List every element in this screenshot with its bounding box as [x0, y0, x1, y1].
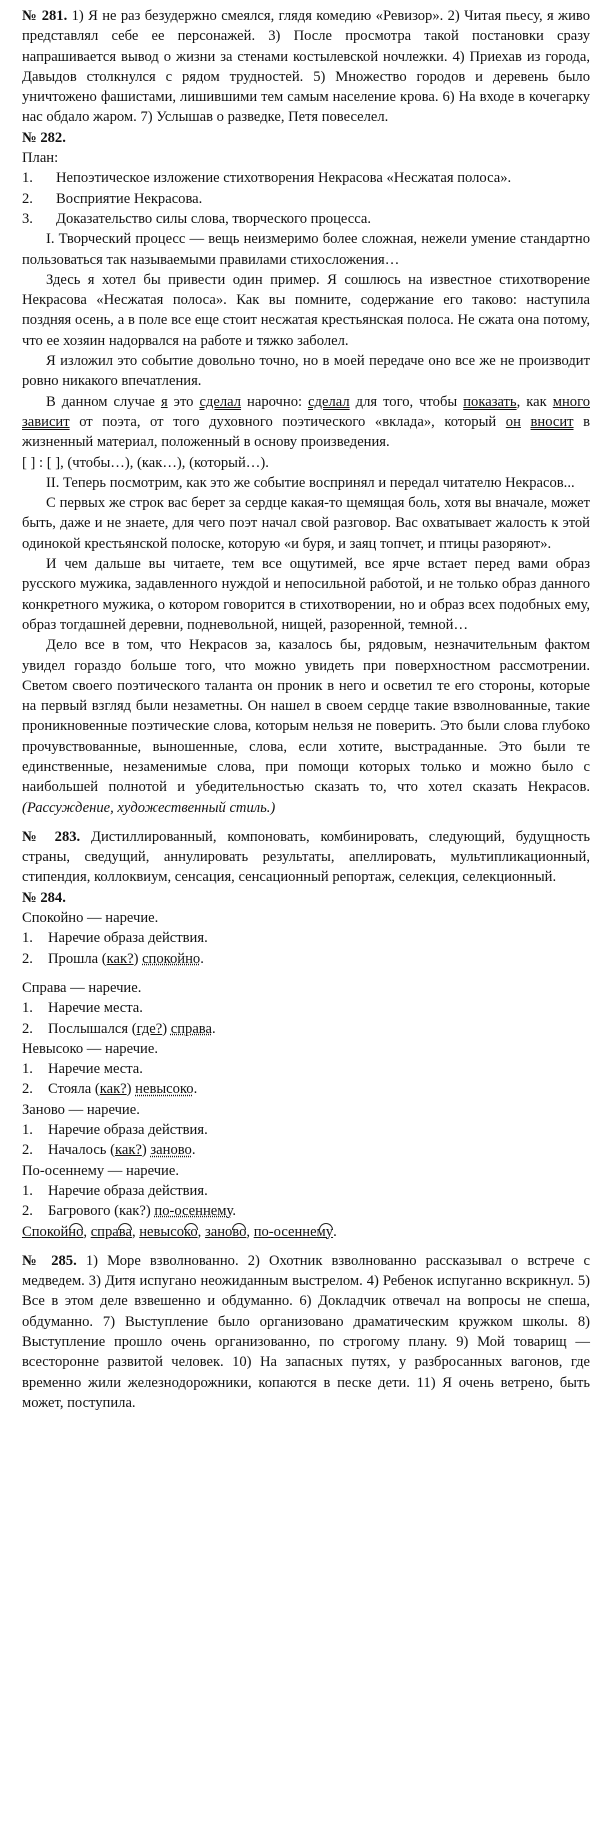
spacer [22, 1242, 590, 1251]
adverb-heading: Заново — наречие. [22, 1101, 140, 1118]
adverb-analysis [22, 1100, 590, 1161]
exercise-285 [22, 1251, 590, 1413]
exercise-number: № 283. [22, 828, 81, 845]
question-word: как? [118, 1203, 146, 1220]
essay-paragraph [22, 635, 590, 818]
item-number: 2. [22, 1142, 33, 1159]
adverb-analysis [22, 1039, 590, 1100]
exercise-number: № 281. [22, 8, 68, 24]
text-style-note: (Рассуждение, художественный стиль.) [22, 799, 276, 816]
spacer [22, 969, 590, 978]
adverb-heading: По-осеннему — наречие. [22, 1162, 179, 1179]
text-fragment: Стояла ( [48, 1081, 100, 1098]
adverbial-underline: невысоко [135, 1081, 194, 1098]
plan-item-text: Восприятие Некрасова. [56, 190, 203, 207]
sentence-schema: [ ] : [ ], (чтобы…), (как…), (который…). [22, 454, 269, 471]
text-fragment: ) [162, 1020, 171, 1037]
text-fragment [521, 414, 531, 430]
analysis-item [22, 1019, 590, 1039]
exercise-text: Дистиллированный, компоновать, комбинировать, следующий, будущность страны, сведущий, аннулировать результаты, апеллировать, мультипликационный, стипендия, коллоквиум, сенсация, сенсационный репортаж, селекция, селекционный. [22, 828, 590, 886]
item-number: 1. [22, 1122, 33, 1139]
exercise-text: 1) Море взволнованно. 2) Охотник взволнованно рассказывал о встрече с медведем. 3) Дитя испугано неожиданным выстрелом. 4) Ребенок испуганно вскрикнул. 5) Все в этом деле взвешенно и обдуманно. 6) Докладчик отвечал на вопросы не спеша, обдуманно. 7) Выступление было организовано драматическим кружком школы. 8) Выступление прошло очень организованно, по строгому плану. 9) Мой товарищ — всесторонне развитой человек. 10) На запасных путях, у разбросанных вагонов, где временно жили железнодорожники, копаются в песке дети. 11) Я очень ветрено, быть может, поступила. [22, 1252, 591, 1411]
adverb-analysis [22, 908, 590, 969]
item-number: 1. [22, 1000, 33, 1017]
spacer [22, 818, 590, 827]
adverb-heading: Справа — наречие. [22, 979, 142, 996]
essay-paragraph: II. Теперь посмотрим, как это же событие воспринял и передал читателю Некрасов... [46, 474, 575, 491]
text-fragment: это [167, 393, 200, 410]
morph-word: по-осеннему [254, 1222, 333, 1242]
plan-list [22, 168, 590, 229]
text-fragment: ) [141, 1142, 151, 1159]
subject-underline: он [505, 413, 521, 430]
text-fragment: ) [133, 950, 143, 967]
subject-underline: много [552, 393, 590, 410]
text-fragment: , как [516, 393, 553, 410]
predicate-underline: зависит [22, 413, 70, 430]
plan-item-number: 3. [22, 210, 33, 227]
text-fragment: . [212, 1020, 216, 1037]
question-word: как? [106, 950, 134, 967]
exercise-text: 1) Я не раз безудержно смеялся, глядя комедию «Ревизор». 2) Читая пьесу, я живо представлял себе ее персонажей. 3) После просмотра такой постановки сразу напрашивается вывод о жизни за стенами костылевской ночлежки. 4) Приехав из города, Давыдов столкнулся с рядом трудностей. 5) Множество городов и деревень было уничтожено фашистами, лишившими тем самым население крова. 6) На входе в кочегарку нас обдало жаром. 7) Услышав о разведке, Петя повеселел. [22, 8, 590, 126]
analysis-list [22, 1059, 590, 1100]
item-number: 2. [22, 1020, 33, 1037]
item-text: Наречие образа действия. [48, 1122, 208, 1139]
text-fragment: . [193, 1081, 198, 1098]
item-number: 2. [22, 950, 33, 967]
item-number: 1. [22, 1182, 33, 1199]
plan-item-number: 1. [22, 170, 33, 187]
plan-item [22, 209, 590, 229]
text-fragment: ) [145, 1203, 155, 1220]
text-fragment: . [200, 950, 204, 967]
text-fragment: Прошла ( [48, 950, 107, 967]
exercise-284-number: № 284. [22, 889, 66, 906]
analysis-item [22, 928, 590, 948]
analysis-item [22, 1201, 590, 1221]
analysis-list [22, 928, 590, 969]
morph-word: справа [91, 1222, 132, 1242]
adverb-analysis [22, 1161, 590, 1222]
exercise-282-number: № 282. [22, 129, 66, 146]
item-number: 2. [22, 1203, 33, 1220]
analysis-item [22, 949, 590, 969]
predicate-underline: сделал [308, 393, 350, 410]
essay-paragraph: С первых же строк вас берет за сердце какая-то щемящая боль, хотя вы вначале, может быть, даже и не знаете, для чего поэт начал свой разговор. Вас охватывает жалость к этой одинокой крестьянской полоске, которую «и буря, и заяц топчет, и птицы разоряют». [22, 495, 590, 552]
item-number: 2. [22, 1081, 33, 1098]
text-fragment: Началось ( [48, 1142, 115, 1159]
essay-paragraph: Здесь я хотел бы привести один пример. Я сошлюсь на известное стихотворение Некрасова «Несжатая полоса». Как вы помните, содержание его таково: наступила поздняя осень, а в поле все еще стоит несжатая крестьянская полоса. Не сжата она потому, что ее хозяин надорвался на работе и тяжко заболел. [22, 271, 590, 349]
plan-item [22, 168, 590, 188]
predicate-underline: вносит [530, 413, 574, 430]
analysis-item [22, 1140, 590, 1160]
analysis-item [22, 1181, 590, 1201]
adverbial-underline: справа [170, 1020, 212, 1037]
adverb-heading: Спокойно — наречие. [22, 910, 159, 927]
parsed-sentence [22, 392, 590, 453]
plan-item-text: Непоэтическое изложение стихотворения Некрасова «Несжатая полоса». [56, 170, 512, 187]
predicate-underline: сделал [199, 393, 242, 410]
plan-item-number: 2. [22, 190, 33, 207]
analysis-list [22, 1120, 590, 1161]
exercise-281 [22, 6, 590, 128]
text-fragment: В данном случае [46, 393, 161, 410]
plan-label: План: [22, 150, 59, 167]
essay-paragraph: Я изложил это событие довольно точно, но в моей передаче оно все же не производит ровно никакого впечатления. [22, 353, 590, 390]
analysis-item [22, 1059, 590, 1079]
item-text: Наречие места. [48, 1061, 143, 1078]
morph-word: невысоко [139, 1222, 197, 1242]
item-number: 1. [22, 1061, 33, 1078]
text-fragment: от поэта, от того духовного поэтического «вклада», который [69, 413, 506, 430]
predicate-underline: показать [463, 393, 517, 410]
text-fragment: . [232, 1203, 236, 1220]
item-number: 1. [22, 930, 33, 947]
text-fragment: Багрового ( [48, 1203, 119, 1220]
exercise-283 [22, 827, 590, 888]
adverb-analysis [22, 978, 590, 1039]
adverbial-underline: по-осеннему [154, 1203, 233, 1220]
analysis-item [22, 998, 590, 1018]
analysis-item [22, 1079, 590, 1099]
item-text: Наречие образа действия. [48, 1182, 208, 1199]
adverbial-underline: спокойно [142, 950, 201, 967]
question-word: как? [99, 1081, 127, 1098]
question-word: где? [136, 1020, 163, 1037]
question-word: как? [114, 1142, 142, 1159]
analysis-item [22, 1120, 590, 1140]
text-fragment: Послышался ( [48, 1020, 137, 1037]
essay-text: Дело все в том, что Некрасов за, казалось бы, рядовым, незначительным фактом увидел гораздо больше того, что можно увидеть при поверхностном рассмотрении. Светом своего поэтического таланта он проник в него и осветил те его стороны, которые на первый взгляд были незаметны. Он нашел в своем сердце такие взволнованные, такие проникновенные поэтические слова, которым нельзя не поверить. Это были слова глубоко прочувствованные, выношенные, слова, если хотите, выстраданные. Это были те единственные, незаменимые слова, при помощи которых только и можно было с наибольшей полнотой и убедительностью сказать то, что хотел сказать Некрасов. [22, 637, 590, 796]
plan-item [22, 189, 590, 209]
text-fragment: в жизненный материал, положенный в основу произведения. [22, 413, 591, 451]
essay-paragraph: И чем дальше вы читаете, тем все ощутимей, все ярче встает перед вами образ русского мужика, задавленного нуждой и непосильной работой, и не только образ данного конкретного мужика, о котором говорится в стихотворении, но и образ всех подобных ему, образ тогдашней деревни, подневольной, нищей, разоренной, темной… [22, 556, 590, 633]
morph-word: Спокойно [22, 1222, 83, 1242]
item-text: Наречие образа действия. [48, 930, 208, 947]
analysis-list [22, 998, 590, 1039]
essay-paragraph: I. Творческий процесс — вещь неизмеримо более сложная, нежели умение стандартно пользоваться так называемыми правилами стихосложения… [22, 231, 590, 268]
morph-word: заново [205, 1222, 246, 1242]
analysis-list [22, 1181, 590, 1222]
text-fragment: ) [126, 1081, 136, 1098]
morpheme-analysis-line: Спокойно, справа, невысоко, заново, по-осеннему. [22, 1222, 590, 1242]
exercise-number: № 285. [22, 1252, 77, 1269]
subject-underline: я [160, 393, 168, 410]
text-fragment: нарочно: [241, 393, 309, 410]
adverbial-underline: заново [150, 1142, 192, 1159]
plan-item-text: Доказательство силы слова, творческого процесса. [56, 210, 371, 227]
text-fragment: для того, чтобы [349, 393, 464, 410]
item-text: Наречие места. [48, 1000, 143, 1017]
text-fragment: . [191, 1142, 196, 1159]
adverb-heading: Невысоко — наречие. [22, 1040, 158, 1057]
